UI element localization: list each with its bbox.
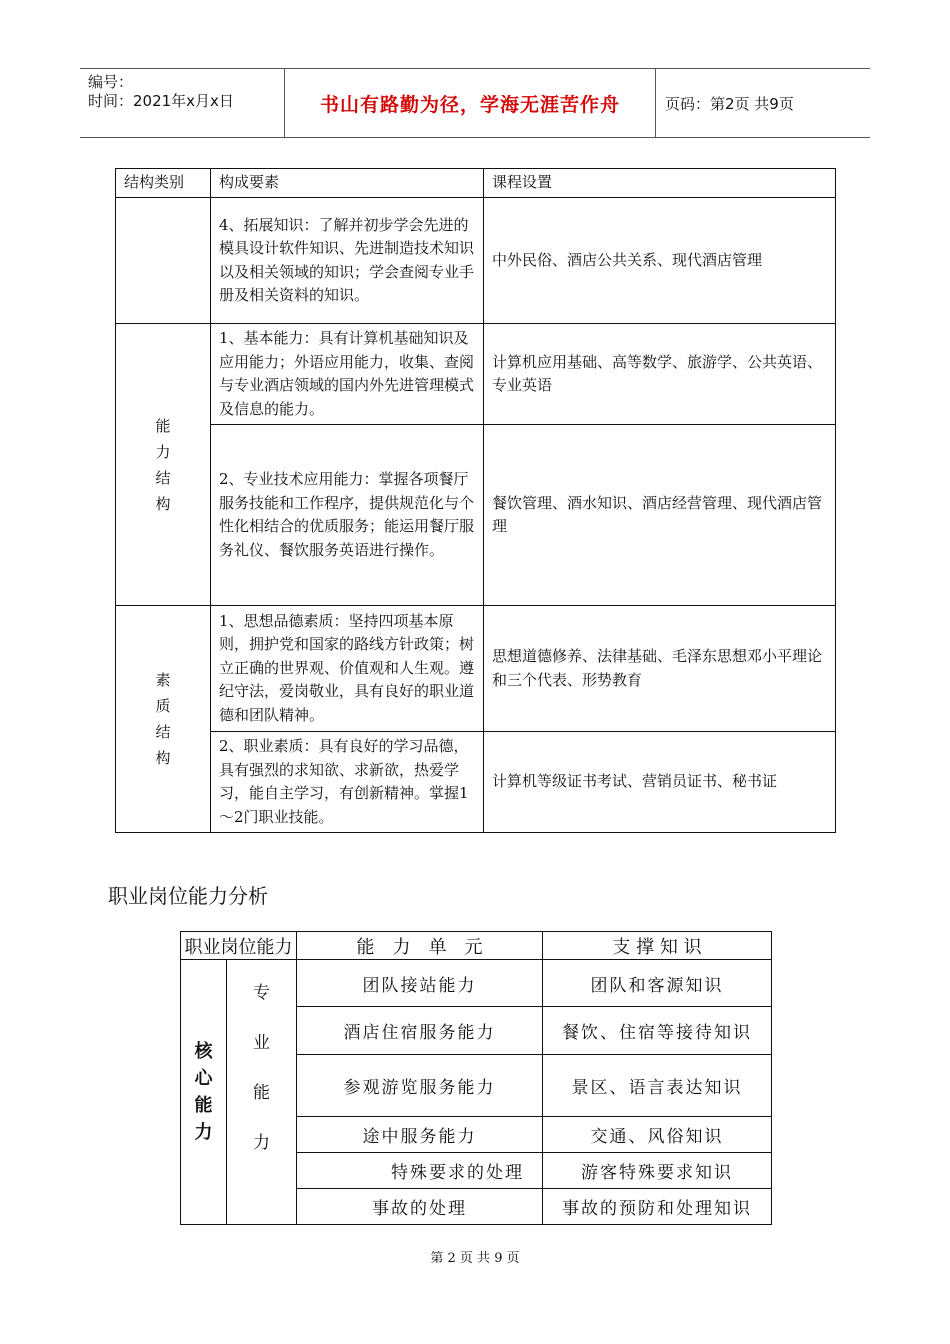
element-cell: 1、基本能力：具有计算机基础知识及应用能力；外语应用能力，收集、查阅与专业酒店领域的国内外先进管理模式及信息的能力。 xyxy=(211,324,484,425)
category-char: 力 xyxy=(155,442,171,461)
header-cell-knowledge: 支 撑 知 识 xyxy=(543,932,772,960)
table-row xyxy=(116,425,836,606)
page-footer: 第 2 页 共 9 页 xyxy=(430,1251,520,1266)
category-cell-ability xyxy=(116,324,211,606)
header-page-info: 页码：第2页 共9页 xyxy=(665,94,794,113)
header-motto: 书山有路勤为径，学海无涯苦作舟 xyxy=(284,69,656,137)
professional-ability-label xyxy=(227,960,297,1225)
category-cell-quality xyxy=(116,606,211,833)
document-date: 时间：2021年x月x日 xyxy=(88,92,234,110)
header-cell-element: 构成要素 xyxy=(211,169,484,198)
knowledge-cell: 事故的预防和处理知识 xyxy=(543,1189,772,1225)
knowledge-cell: 餐饮、住宿等接待知识 xyxy=(543,1007,772,1055)
category-char: 构 xyxy=(155,494,171,513)
category-char: 结 xyxy=(155,723,171,741)
document-number-label: 编号： xyxy=(88,73,134,91)
element-cell: 1、思想品德素质：坚持四项基本原则，拥护党和国家的路线方针政策；树立正确的世界观、价值观和人生观。遵纪守法，爱岗敬业，具有良好的职业道德和团队精神。 xyxy=(211,606,484,732)
knowledge-cell: 景区、语言表达知识 xyxy=(543,1055,772,1117)
element-cell: 2、专业技术应用能力：掌握各项餐厅服务技能和工作程序，提供规范化与个性化相结合的优质服务；能运用餐厅服务礼仪、餐饮服务英语进行操作。 xyxy=(211,425,484,606)
category-cell-empty xyxy=(116,198,211,324)
ability-unit-cell: 团队接站能力 xyxy=(297,960,543,1007)
knowledge-cell: 团队和客源知识 xyxy=(543,960,772,1007)
courses-cell: 思想道德修养、法律基础、毛泽东思想邓小平理论和三个代表、形势教育 xyxy=(484,606,836,732)
header-cell-job-ability: 职业岗位能力 xyxy=(181,932,297,960)
courses-cell: 餐饮管理、酒水知识、酒店经营管理、现代酒店管理 xyxy=(484,425,836,606)
courses-cell: 计算机等级证书考试、营销员证书、秘书证 xyxy=(484,732,836,833)
label-char: 心 xyxy=(194,1068,213,1089)
category-char: 构 xyxy=(155,749,171,767)
label-char: 专 xyxy=(253,983,270,1003)
ability-unit-cell: 途中服务能力 xyxy=(297,1117,543,1153)
label-char: 能 xyxy=(194,1095,213,1116)
category-char: 结 xyxy=(155,468,171,487)
header-cell-courses: 课程设置 xyxy=(484,169,836,198)
label-char: 能 xyxy=(253,1083,270,1103)
section-title: 职业岗位能力分析 xyxy=(108,884,268,908)
category-char: 能 xyxy=(155,416,171,435)
table-row xyxy=(116,198,836,324)
knowledge-cell: 游客特殊要求知识 xyxy=(543,1153,772,1189)
courses-cell: 中外民俗、酒店公共关系、现代酒店管理 xyxy=(484,198,836,324)
label-char: 业 xyxy=(253,1033,270,1053)
element-cell: 2、职业素质：具有良好的学习品德，具有强烈的求知欲、求新欲，热爱学习，能自主学习，有创新精神。掌握1～2门职业技能。 xyxy=(211,732,484,833)
table-row xyxy=(116,606,836,732)
table-row xyxy=(116,324,836,425)
job-ability-table xyxy=(180,931,772,1225)
label-char: 力 xyxy=(253,1133,270,1153)
label-char: 力 xyxy=(194,1122,213,1143)
table-row xyxy=(181,960,772,1007)
page-header xyxy=(80,68,870,138)
category-char: 质 xyxy=(155,697,171,715)
label-char: 核 xyxy=(194,1041,213,1062)
category-char: 素 xyxy=(155,671,171,689)
structure-table-header xyxy=(116,169,836,198)
ability-unit-cell: 事故的处理 xyxy=(297,1189,543,1225)
header-cell-category: 结构类别 xyxy=(116,169,211,198)
element-cell: 4、拓展知识：了解并初步学会先进的模具设计软件知识、先进制造技术知识以及相关领域的知识；学会查阅专业手册及相关资料的知识。 xyxy=(211,198,484,324)
job-ability-table-header xyxy=(181,932,772,960)
structure-table xyxy=(115,168,836,833)
ability-unit-cell: 特殊要求的处理 xyxy=(297,1153,543,1189)
courses-cell: 计算机应用基础、高等数学、旅游学、公共英语、专业英语 xyxy=(484,324,836,425)
knowledge-cell: 交通、风俗知识 xyxy=(543,1117,772,1153)
table-row xyxy=(116,732,836,833)
core-ability-label xyxy=(181,960,227,1225)
ability-unit-cell: 酒店住宿服务能力 xyxy=(297,1007,543,1055)
header-meta xyxy=(88,73,234,111)
ability-unit-cell: 参观游览服务能力 xyxy=(297,1055,543,1117)
header-cell-ability-unit: 能 力 单 元 xyxy=(297,932,543,960)
